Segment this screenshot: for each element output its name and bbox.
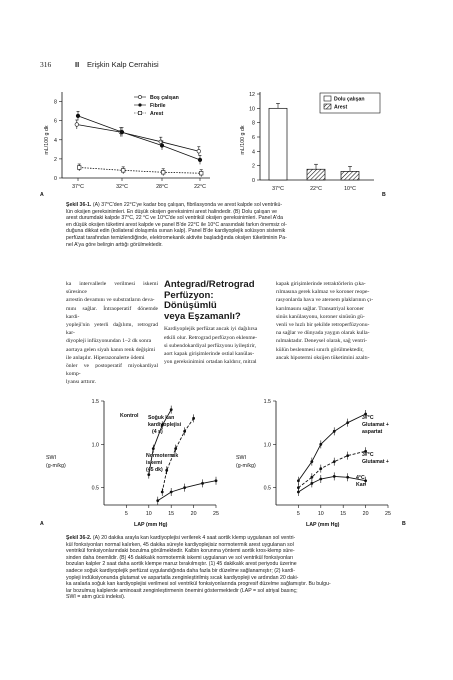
panel-c-ylabel-1: SWI <box>46 455 57 461</box>
caption-line: lün oksijen gereksinimleri. En düşük oksijen gereksinimi arest halindedir. (B) Dolu çalışan ve <box>66 208 278 215</box>
data-point <box>170 408 173 411</box>
data-point <box>120 130 124 134</box>
y-tick-label: 6 <box>54 118 57 125</box>
text-line: na sağlar ve dünyada yaygın olarak kulla- <box>276 330 370 337</box>
text-line: rılmasına gerek kalmaz ve koroner reope- <box>276 289 370 296</box>
figure-36-1-panel-b-label: B <box>382 192 386 198</box>
x-tick-label: 37°C <box>72 184 84 190</box>
panel-c-xlabel: LAP (mm Hg) <box>134 522 168 528</box>
y-tick-label: 1.0 <box>263 442 271 449</box>
x-tick-label: 25 <box>385 511 391 517</box>
panel-d-xlabel: LAP (mm Hg) <box>306 522 340 528</box>
x-tick-label: 10 <box>145 511 152 517</box>
x-tick-label: 37°C <box>272 186 284 192</box>
y-tick-label: 12 <box>249 92 255 98</box>
y-tick-label: 1.5 <box>263 399 271 405</box>
caption-line: arest durumdaki kalpde 37°C, 22 °C ve 10°C'de sol ventrikül oksijen gereksinimleri. Panel A'da <box>66 215 283 222</box>
x-tick-label: 20 <box>362 511 369 517</box>
text-line: aort kapak girişimlerinde ostial kanülas- <box>164 350 255 357</box>
figure-36-1-caption <box>66 202 396 248</box>
text-line: yopleji'nin yeterli dağılımı, retrograd kar- <box>66 322 158 337</box>
data-point <box>197 149 201 153</box>
caption-line: sadece soğuk kardiyoplejik perfüzat uygulandığında daha fazla bir düzelme sağlanamıştır; (2) kardi- <box>66 567 295 574</box>
data-point <box>297 491 300 494</box>
panel-c-ylabel-2: (g-m/kg) <box>46 463 66 469</box>
caption-line: lar bozulmuş kalplerde aminoasit zenginleştirmenin önemini göstermektedir (LAP = sol atriyal basınç; <box>66 587 298 594</box>
panel-a-legend <box>134 95 179 117</box>
data-point <box>319 443 322 446</box>
series-line <box>298 414 365 481</box>
x-tick-label: 10 <box>317 511 324 517</box>
data-point <box>161 170 165 174</box>
panel-d-ylabel-2: (g-m/kg) <box>236 463 256 469</box>
text-line: nılmaktadır. Deneysel olarak, sağ ventri- <box>276 338 368 345</box>
data-point <box>147 473 150 476</box>
data-point <box>174 447 177 450</box>
legend-arest: Arest <box>150 111 164 117</box>
data-point <box>170 491 173 494</box>
data-point <box>75 123 79 127</box>
annot-4c: 4°C <box>356 475 365 481</box>
data-point <box>76 114 80 118</box>
data-point <box>333 430 336 433</box>
caption-line: (A) 37°C'den 22°C'ye kadar boş çalışan, fibrilasyonda ve arest kalpde sol ventrikü- <box>92 202 283 208</box>
text-line: mını sağlar. İntraoperatif dönemde kardi- <box>66 305 158 320</box>
text-line: lyansı arttırır. <box>66 379 97 386</box>
x-tick-label: 20 <box>190 511 197 517</box>
section-heading <box>164 280 266 322</box>
data-point <box>77 166 81 170</box>
data-point <box>319 467 322 470</box>
x-tick-label: 15 <box>340 511 347 517</box>
data-point <box>310 476 313 479</box>
caption-label: Şekil 36-1. <box>66 202 92 208</box>
series-line <box>79 167 201 173</box>
caption-line: kül fonksiyonları normal kalırken, 45 dakika süreyle kardiyoplejisiz normotermik arest uygulanan sol <box>66 541 294 548</box>
y-tick-label: 2 <box>54 156 57 163</box>
figure-36-1-panel-b-chart <box>228 88 418 200</box>
caption-line: SWI = atım gücü indeksi). <box>66 594 126 601</box>
data-point <box>152 447 155 450</box>
text-line: karılmasını sağlar. Transatriyal koroner <box>276 305 364 312</box>
data-point <box>192 417 195 420</box>
bar <box>269 108 287 180</box>
caption-line: perfüzat tarafından temizlendiğinde, elektromekanik aktivite başladığında oksijen tüketiminin Pa- <box>66 234 287 241</box>
data-point <box>310 482 313 485</box>
x-tick-label: 25 <box>213 511 219 517</box>
y-tick-label: 6 <box>252 135 255 141</box>
text-line: arrestin devamını ve substratların deva- <box>66 297 155 304</box>
panel-b-ylabel: mL/100 g dk <box>240 125 246 155</box>
data-point <box>183 486 186 489</box>
text-line: külün beslenmesi sınırlı görülmektedir, <box>276 346 364 353</box>
x-tick-label: 22°C <box>310 186 322 192</box>
text-line: önler ve postoperatif miyokardiyal komp- <box>66 363 158 378</box>
heading-line: Antegrad/Retrograd <box>164 279 255 290</box>
legend-dolu-calisan: Dolu çalışan <box>334 96 365 103</box>
annot-37c-a: 37°C <box>362 415 374 421</box>
figure-36-2-panel-a-label: A <box>40 521 44 527</box>
caption-line: sinden daha önemlidir. (B) 45 dakikalık normotermik iskemi uygulanan ve sol ventrikül fonksiyonları <box>66 554 294 561</box>
page-number: 316 <box>40 60 52 69</box>
caption-line: (A) 20 dakika arayla kan kardiyoplejisi verilerek 4 saat aortik klemp uygulanan sol ventri- <box>92 535 296 541</box>
text-line: sinüs kanülasyonu, koroner sinüsün gü- <box>276 313 365 320</box>
y-tick-label: 0 <box>252 178 255 184</box>
legend-arest-b: Arest <box>334 104 348 111</box>
y-tick-label: 1.5 <box>91 399 99 405</box>
text-line: si subendokardiyal perfüzyonu iyileştirir, <box>164 342 257 349</box>
bar <box>307 169 325 180</box>
heading-line: veya Eşzamanlı? <box>164 310 241 322</box>
annot-glutamat-a: Glutamat + <box>362 422 389 428</box>
book-title: Erişkin Kalp Cerrahisi <box>87 60 159 69</box>
y-tick-label: 4 <box>54 137 57 144</box>
data-point <box>319 478 322 481</box>
series-line <box>77 124 199 151</box>
data-point <box>161 491 164 494</box>
annot-37c-b: 37°C <box>362 452 374 458</box>
text-line: ka intervallerle verilmesi iskemi süresince <box>66 281 158 296</box>
data-point <box>346 476 349 479</box>
annot-4s: (4 s) <box>152 429 163 435</box>
text-line: venli ve hızlı bir şekilde retroperfüzyonu- <box>276 322 370 329</box>
caption-line: nel A'ya göre belirgin arttığı görülmektedir. <box>66 241 163 248</box>
y-tick-label: 0 <box>54 176 57 182</box>
series-line <box>78 116 200 160</box>
data-point <box>333 460 336 463</box>
caption-line: duğuna dikkat edin (kollateral dolaşımla ısınan kalp). Panel B'de kardiyoplejik solüsyon sistemik <box>66 228 286 235</box>
caption-line: ventrikül fonksiyonlarındaki bozulma görülmektedir. Kalbin korunma yöntemi aortik kros-klemp süre- <box>66 548 295 555</box>
figure-36-2-panel-a-chart <box>38 395 228 530</box>
data-point <box>333 475 336 478</box>
text-line: etkili olur. Retrograd perfüzyon eklenme- <box>164 334 258 341</box>
series-line <box>158 481 216 501</box>
x-tick-label: 22°C <box>194 184 206 190</box>
annot-45dk: (45 dk) <box>146 467 163 473</box>
panel-d-ylabel-1: SWI <box>236 455 247 461</box>
annot-aspartat: aspartat <box>362 429 383 435</box>
text-line: Kardiyoplejik perfüzat ancak iyi dağılırsa <box>164 326 258 333</box>
data-point <box>346 454 349 457</box>
y-tick-label: 0.5 <box>263 485 271 492</box>
text-line: rasyonlarda hava ve ateroem plaklarının çı- <box>276 297 374 304</box>
heading-line: Perfüzyon: Dönüşümlü <box>164 289 217 312</box>
data-point <box>297 479 300 482</box>
text-line: diyopleji infüzyonundan 1–2 dk sonra <box>66 338 152 345</box>
legend-fibrile: Fibrile <box>150 103 166 109</box>
annot-kontrol: Kontrol <box>120 413 139 419</box>
figure-36-2-panel-b-chart <box>228 395 418 530</box>
figure-36-2-caption <box>66 535 398 601</box>
annot-iskemi: iskemi <box>146 460 163 466</box>
x-tick-label: 15 <box>168 511 175 517</box>
y-tick-label: 2 <box>252 163 255 170</box>
data-point <box>156 499 159 502</box>
panel-b-legend <box>320 93 380 113</box>
figure-36-2-panel-b-label: B <box>402 521 406 527</box>
x-tick-label: 10°C <box>344 186 356 192</box>
data-point <box>199 171 203 175</box>
section-number: II <box>75 60 80 69</box>
y-tick-label: 1.0 <box>91 442 99 449</box>
text-line: ile anlaşılır. Hiperazonalerte ödemi <box>66 354 145 361</box>
y-tick-label: 8 <box>252 120 255 127</box>
x-tick-label: 28°C <box>156 184 168 190</box>
data-point <box>165 469 168 472</box>
data-point <box>346 421 349 424</box>
text-line: kapak girişimlerinde retraktörlerin çıka- <box>276 281 366 287</box>
figure-36-1-panel-a-chart <box>38 88 228 200</box>
legend-bos-calisan: Boş çalışan <box>150 95 179 101</box>
annot-normotermik: Normotermik <box>146 453 179 459</box>
text-column-1 <box>66 280 158 387</box>
text-column-2 <box>164 280 266 366</box>
text-column-3 <box>276 280 376 362</box>
y-tick-label: 8 <box>54 99 57 106</box>
data-point <box>215 479 218 482</box>
data-point <box>310 460 313 463</box>
x-tick-label: 32°C <box>116 184 128 190</box>
data-point <box>183 430 186 433</box>
caption-line: ka aralarla soğuk kan kardiyoplejisi verilmesi sol ventrikül fonksiyonlarında progresif düzelme sağlamıştır. Bu bulgu- <box>66 581 331 588</box>
text-line: yon gereksinimini ortadan kaldırır, mitral <box>164 359 257 366</box>
y-tick-label: 4 <box>252 149 255 156</box>
x-tick-label: 5 <box>124 511 128 517</box>
y-tick-label: 0.5 <box>91 485 99 492</box>
annot-kan: Kan <box>356 482 366 488</box>
x-tick-label: 5 <box>296 511 300 517</box>
caption-line: yopleji indüksiyonunda glutamat ve aspartatla zenginleştirilmiş sıcak kardiyopleji ve ardından 20 daki- <box>66 574 299 581</box>
annot-glutamat-b: Glutamat + <box>362 459 389 465</box>
y-tick-label: 10 <box>249 106 255 113</box>
data-point <box>121 169 125 173</box>
text-line: aortaya gelen siyah kanın renk değişimi <box>66 346 156 353</box>
panel-a-ylabel: mL/100 g dk <box>44 125 50 155</box>
text-line: ancak hipotermi oksijen tüketimini azaltı- <box>276 354 370 361</box>
annot-soguk-kan: Soğuk kan <box>148 415 175 421</box>
figure-36-1 <box>38 88 418 200</box>
caption-label: Şekil 36-2. <box>66 535 92 541</box>
bar <box>341 171 359 180</box>
caption-line: en düşük oksijen tüketimi arest kalpde ve panel B'de 22°C ile 10°C arasındaki farkın önemsiz ol- <box>66 221 287 228</box>
data-point <box>201 482 204 485</box>
data-point <box>198 158 202 162</box>
annot-kardiyoplejisi: kardiyoplejisi <box>148 422 182 428</box>
data-point <box>160 144 164 148</box>
figure-36-1-panel-a-label: A <box>40 192 44 198</box>
figure-36-2 <box>38 395 418 530</box>
caption-line: bozulan kalpler 2 saat daha aortik klempe maruz bırakılmıştır. (1) 45 dakikalık arest periyodu üzerine <box>66 561 297 568</box>
